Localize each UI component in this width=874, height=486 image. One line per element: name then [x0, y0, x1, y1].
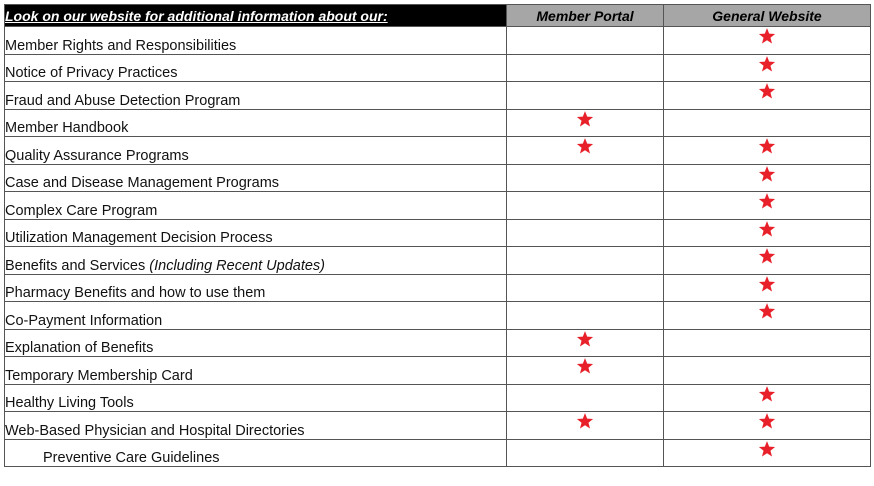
- general-website-cell: [664, 192, 871, 220]
- table-row: [5, 82, 871, 110]
- header-member-portal: Member Portal: [507, 5, 664, 27]
- member-portal-cell: [507, 82, 664, 110]
- table-row: [5, 439, 871, 467]
- general-website-cell: [664, 357, 871, 385]
- star-icon: [758, 192, 776, 210]
- star-icon: [758, 220, 776, 238]
- row-label-cell: [5, 137, 507, 165]
- table-row: [5, 329, 871, 357]
- general-website-cell: [664, 54, 871, 82]
- table-row: [5, 274, 871, 302]
- star-icon: [758, 165, 776, 183]
- member-portal-cell: [507, 137, 664, 165]
- general-website-cell: [664, 164, 871, 192]
- member-portal-cell: [507, 192, 664, 220]
- table-row: [5, 302, 871, 330]
- general-website-cell: [664, 412, 871, 440]
- row-label-cell: [5, 164, 507, 192]
- member-portal-cell: [507, 274, 664, 302]
- star-icon: [576, 357, 594, 375]
- table-row: [5, 384, 871, 412]
- row-label-cell: [5, 54, 507, 82]
- member-portal-cell: [507, 109, 664, 137]
- star-icon: [576, 412, 594, 430]
- table-row: [5, 219, 871, 247]
- row-label: Web-Based Physician and Hospital Directories: [5, 422, 305, 439]
- table-row: [5, 27, 871, 55]
- header-item-column: [5, 5, 507, 27]
- star-icon: [758, 412, 776, 430]
- row-label: Fraud and Abuse Detection Program: [5, 92, 241, 109]
- table-row: [5, 164, 871, 192]
- star-icon: [758, 55, 776, 73]
- row-label: Member Rights and Responsibilities: [5, 37, 237, 54]
- table-body: [5, 27, 871, 467]
- row-label-cell: [5, 219, 507, 247]
- row-label-cell: [5, 82, 507, 110]
- member-portal-cell: [507, 357, 664, 385]
- star-icon: [758, 302, 776, 320]
- star-icon: [576, 110, 594, 128]
- general-website-cell: [664, 439, 871, 467]
- member-portal-cell: [507, 219, 664, 247]
- header-item-label: Look on our website for additional information about our:: [5, 7, 388, 24]
- member-portal-cell: [507, 164, 664, 192]
- row-label-cell: [5, 274, 507, 302]
- table-row: [5, 109, 871, 137]
- row-label-cell: [5, 329, 507, 357]
- star-icon: [758, 247, 776, 265]
- resources-table: [4, 4, 871, 467]
- row-label: Explanation of Benefits: [5, 340, 154, 356]
- table-row: [5, 137, 871, 165]
- member-portal-cell: [507, 439, 664, 467]
- general-website-cell: [664, 247, 871, 275]
- row-label-cell: [5, 384, 507, 412]
- table-row: [5, 412, 871, 440]
- general-website-cell: [664, 27, 871, 55]
- row-label-cell: [5, 247, 507, 275]
- general-website-cell: [664, 137, 871, 165]
- row-label: Temporary Membership Card: [5, 367, 193, 384]
- row-label-cell: [5, 302, 507, 330]
- table-row: [5, 192, 871, 220]
- row-label: Co-Payment Information: [5, 312, 163, 329]
- row-label: Preventive Care Guidelines: [43, 450, 220, 466]
- row-label-cell: [5, 412, 507, 440]
- member-portal-cell: [507, 302, 664, 330]
- table-header-row: [5, 5, 871, 27]
- row-label-cell: [5, 439, 507, 467]
- row-label-cell: [5, 109, 507, 137]
- row-label: Case and Disease Management Programs: [5, 175, 280, 191]
- row-label: Quality Assurance Programs: [5, 147, 189, 164]
- table-row: [5, 54, 871, 82]
- table-row: [5, 357, 871, 385]
- table-row: [5, 247, 871, 275]
- row-label-cell: [5, 192, 507, 220]
- row-label: Pharmacy Benefits and how to use them: [5, 285, 266, 301]
- row-label-cell: [5, 357, 507, 385]
- member-portal-cell: [507, 384, 664, 412]
- row-label: Notice of Privacy Practices: [5, 65, 178, 81]
- row-label-cell: [5, 27, 507, 55]
- star-icon: [576, 137, 594, 155]
- row-label: Complex Care Program: [5, 202, 158, 219]
- star-icon: [758, 82, 776, 100]
- member-portal-cell: [507, 329, 664, 357]
- member-portal-cell: [507, 27, 664, 55]
- general-website-cell: [664, 274, 871, 302]
- row-label: Healthy Living Tools: [5, 395, 134, 411]
- star-icon: [758, 385, 776, 403]
- general-website-cell: [664, 82, 871, 110]
- row-label: Utilization Management Decision Process: [5, 230, 273, 246]
- member-portal-cell: [507, 54, 664, 82]
- member-portal-cell: [507, 412, 664, 440]
- general-website-cell: [664, 302, 871, 330]
- row-note: (Including Recent Updates): [149, 257, 325, 274]
- star-icon: [758, 27, 776, 45]
- general-website-cell: [664, 109, 871, 137]
- row-label: Benefits and Services: [5, 257, 146, 274]
- star-icon: [758, 137, 776, 155]
- general-website-cell: [664, 329, 871, 357]
- general-website-cell: [664, 384, 871, 412]
- general-website-cell: [664, 219, 871, 247]
- row-label: Member Handbook: [5, 120, 129, 136]
- star-icon: [758, 440, 776, 458]
- header-general-website: General Website: [664, 5, 871, 27]
- member-portal-cell: [507, 247, 664, 275]
- star-icon: [758, 275, 776, 293]
- star-icon: [576, 330, 594, 348]
